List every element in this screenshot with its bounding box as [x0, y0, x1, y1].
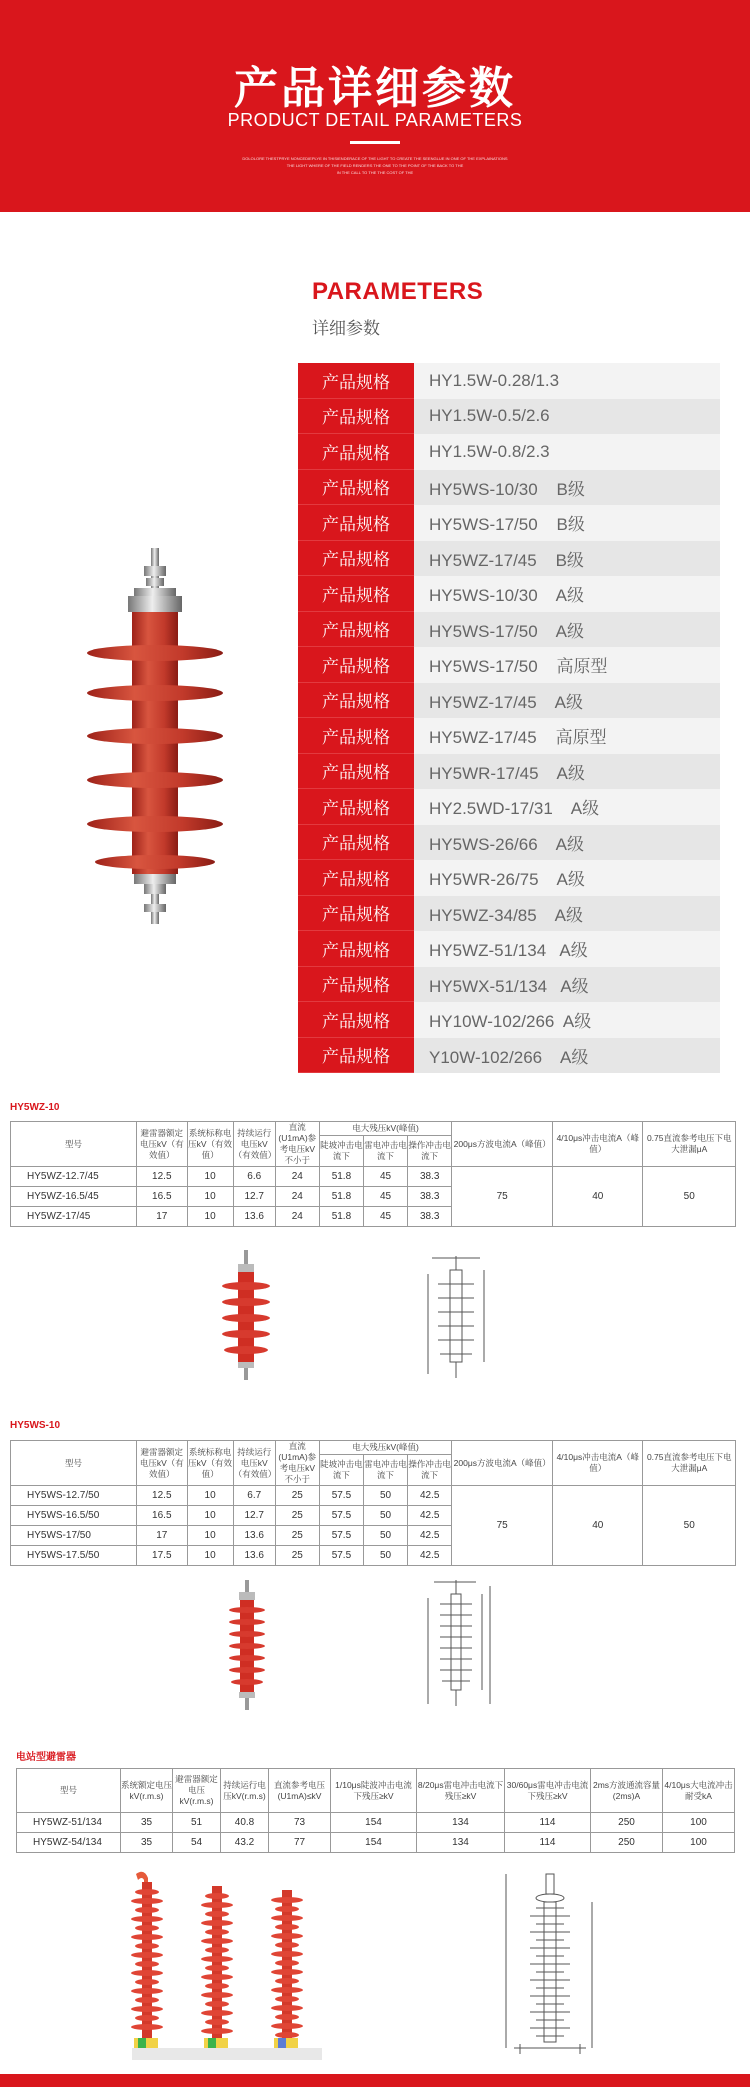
spec-value: HY1.5W-0.28/1.3: [414, 363, 720, 399]
table-cell: 35: [121, 1813, 173, 1833]
table-cell: 16.5: [137, 1187, 187, 1207]
col-header-dc-reference: 直流(U1mA)参考电压kV不小于: [275, 1441, 319, 1486]
spec-label: 产品规格: [298, 754, 414, 790]
table-cell: HY5WS-12.7/50: [11, 1486, 137, 1506]
shed: [275, 1906, 299, 1912]
spec-row: [298, 612, 720, 648]
shed: [271, 1951, 303, 1957]
col-header: 30/60μs雷电冲击电流下残压≥kV: [505, 1769, 591, 1813]
table-cell: 10: [187, 1486, 233, 1506]
shed: [275, 1978, 299, 1984]
shed: [205, 1893, 229, 1899]
spec-row: [298, 754, 720, 790]
col-header: 1/10μs陡波冲击电流下残压≥kV: [331, 1769, 417, 1813]
table-cell: HY5WS-16.5/50: [11, 1506, 137, 1526]
shed: [131, 2024, 163, 2030]
spec-label: 产品规格: [298, 647, 414, 683]
shed: [205, 1929, 229, 1935]
spec-value: HY5WS-10/30 A级: [414, 576, 720, 612]
table-cell: 73: [269, 1813, 331, 1833]
table-cell: 42.5: [408, 1486, 452, 1506]
shed: [275, 1996, 299, 2002]
col-header: 系统额定电压kV(r.m.s): [121, 1769, 173, 1813]
arrester-hy5ws-drawing: [420, 1578, 500, 1712]
spec-label: 产品规格: [298, 434, 414, 470]
col-header: 持续运行电压kV(r.m.s): [221, 1769, 269, 1813]
arrester-hy5wz-image: [218, 1250, 274, 1380]
table-cell: 38.3: [408, 1167, 452, 1187]
parameters-heading-en: PARAMETERS: [312, 278, 484, 305]
spec-label: 产品规格: [298, 860, 414, 896]
table-cell-merged: 75: [452, 1167, 553, 1227]
spec-row: [298, 825, 720, 861]
shed: [271, 1897, 303, 1903]
spec-value: HY5WS-17/50 B级: [414, 505, 720, 541]
table-cell: 6.6: [233, 1167, 275, 1187]
table-cell: HY5WZ-16.5/45: [11, 1187, 137, 1207]
table-cell-merged: 75: [452, 1486, 553, 1566]
shed: [201, 2028, 233, 2034]
arrester-hy5ws-image: [222, 1580, 272, 1710]
shed: [135, 1961, 159, 1967]
table-cell: 25: [275, 1486, 319, 1506]
shed: [205, 1911, 229, 1917]
parameters-heading: [312, 278, 483, 339]
spec-value: HY5WZ-51/134 A级: [414, 931, 720, 967]
table-cell: 42.5: [408, 1506, 452, 1526]
shed: [135, 1943, 159, 1949]
col-header-residual-voltage: 电大残压kV(峰值): [319, 1441, 451, 1455]
shed: [131, 1898, 163, 1904]
spec-value: HY5WZ-17/45 B级: [414, 541, 720, 577]
table-cell-merged: 50: [643, 1486, 736, 1566]
table-cell: 134: [417, 1833, 505, 1853]
shed: [271, 1915, 303, 1921]
section-label-hy5ws-10: HY5WS-10: [10, 1420, 61, 1431]
table-cell: HY5WS-17.5/50: [11, 1546, 137, 1566]
table-hy5wz-10: [10, 1121, 736, 1227]
col-header: 避雷器额定电压kV(r.m.s): [173, 1769, 221, 1813]
table-cell: 38.3: [408, 1187, 452, 1207]
table-cell: 42.5: [408, 1526, 452, 1546]
banner-title: 产品详细参数: [234, 63, 516, 114]
table-cell: 50: [363, 1546, 407, 1566]
spec-label: 产品规格: [298, 363, 414, 399]
table-cell: 17: [137, 1207, 187, 1227]
col-header: 4/10μs大电流冲击耐受kA: [663, 1769, 735, 1813]
table-cell: 24: [275, 1167, 319, 1187]
spec-value: HY2.5WD-17/31 A级: [414, 789, 720, 825]
table-cell: 50: [363, 1526, 407, 1546]
shed: [275, 2032, 299, 2038]
section-label-station-arrester: 电站型避雷器: [16, 1752, 76, 1763]
spec-row: [298, 860, 720, 896]
table-cell: 250: [591, 1833, 663, 1853]
station-arrester-drawing: [500, 1872, 600, 2068]
col-header-rated-voltage: 避雷器额定电压kV（有效值）: [137, 1122, 187, 1167]
table-cell: 154: [331, 1833, 417, 1853]
table-row: [17, 1813, 735, 1833]
table-cell: 114: [505, 1833, 591, 1853]
col-header: 直流参考电压(U1mA)≤kV: [269, 1769, 331, 1813]
banner-subtitle: PRODUCT DETAIL PARAMETERS: [227, 110, 523, 130]
col-header: 型号: [17, 1769, 121, 1813]
shed: [135, 1889, 159, 1895]
shed: [275, 2014, 299, 2020]
col-header-leakage: 0.75直流参考电压下电大泄漏μA: [643, 1122, 736, 1167]
arrester-product-image: [80, 548, 230, 926]
table-cell: 100: [663, 1813, 735, 1833]
spec-row: [298, 931, 720, 967]
spec-value: HY5WS-10/30 B级: [414, 470, 720, 506]
spec-label: 产品规格: [298, 931, 414, 967]
table-cell: HY5WZ-17/45: [11, 1207, 137, 1227]
table-cell: 42.5: [408, 1546, 452, 1566]
table-cell: 51: [173, 1813, 221, 1833]
col-header-residual-voltage: 电大残压kV(峰值): [319, 1122, 451, 1136]
shed: [201, 1974, 233, 1980]
table-cell: 77: [269, 1833, 331, 1853]
spec-value: HY5WS-17/50 A级: [414, 612, 720, 648]
table-cell-merged: 50: [643, 1167, 736, 1227]
spec-row: [298, 541, 720, 577]
col-header-switching: 操作冲击电流下: [408, 1455, 452, 1486]
spec-value: HY5WZ-17/45 A级: [414, 683, 720, 719]
spec-value: HY5WZ-34/85 A级: [414, 896, 720, 932]
header-banner: [0, 0, 750, 212]
spec-label: 产品规格: [298, 576, 414, 612]
spec-label: 产品规格: [298, 1002, 414, 1038]
spec-row: [298, 967, 720, 1003]
col-header-steep: 陡坡冲击电流下: [319, 1455, 363, 1486]
footer-bar: [0, 2074, 750, 2087]
shed: [135, 1997, 159, 2003]
shed: [131, 1970, 163, 1976]
spec-row: [298, 1038, 720, 1074]
shed: [135, 2015, 159, 2021]
shed: [135, 1907, 159, 1913]
spec-label: 产品规格: [298, 718, 414, 754]
table-cell: 13.6: [233, 1526, 275, 1546]
spec-row: [298, 505, 720, 541]
table-station-arrester: [16, 1768, 735, 1853]
table-cell: 51.8: [319, 1187, 363, 1207]
table-row: [11, 1167, 736, 1187]
banner-fine-print-2: THE LIGHT WHERE OF THE FIELD RENDERS THE ONE TO THE POINT OF THE BACK TO THE: [286, 163, 464, 168]
spec-value: HY10W-102/266 A级: [414, 1002, 720, 1038]
shed: [271, 2023, 303, 2029]
table-cell: 50: [363, 1486, 407, 1506]
table-cell: 12.5: [137, 1486, 187, 1506]
shed: [201, 1992, 233, 1998]
arrester-hy5wz-drawing: [420, 1254, 490, 1384]
table-cell: 114: [505, 1813, 591, 1833]
table-cell: 24: [275, 1187, 319, 1207]
spec-row: [298, 1002, 720, 1038]
spec-label: 产品规格: [298, 896, 414, 932]
table-cell: 25: [275, 1526, 319, 1546]
shed: [205, 1947, 229, 1953]
table-cell: 17.5: [137, 1546, 187, 1566]
table-cell: 40.8: [221, 1813, 269, 1833]
table-cell: 12.7: [233, 1506, 275, 1526]
table-cell: 51.8: [319, 1167, 363, 1187]
col-header-rated-voltage: 避雷器额定电压kV（有效值）: [137, 1441, 187, 1486]
spec-label: 产品规格: [298, 470, 414, 506]
table-hy5ws-10: [10, 1440, 736, 1566]
shed: [205, 1983, 229, 1989]
table-cell: 25: [275, 1546, 319, 1566]
table-cell: HY5WZ-54/134: [17, 1833, 121, 1853]
spec-label: 产品规格: [298, 612, 414, 648]
col-header-model: 型号: [11, 1122, 137, 1167]
spec-row: [298, 470, 720, 506]
banner-fine-print-3: IN THE CALL TO THE THE COST OF THE: [336, 170, 414, 175]
table-cell: 51.8: [319, 1207, 363, 1227]
table-cell: 250: [591, 1813, 663, 1833]
spec-row: [298, 363, 720, 399]
table-cell: HY5WS-17/50: [11, 1526, 137, 1546]
spec-value: HY5WX-51/134 A级: [414, 967, 720, 1003]
spec-value: HY5WZ-17/45 高原型: [414, 718, 720, 754]
table-cell: HY5WZ-12.7/45: [11, 1167, 137, 1187]
col-header: 2ms方波通流容量(2ms)A: [591, 1769, 663, 1813]
table-cell: 45: [363, 1167, 407, 1187]
spec-label: 产品规格: [298, 399, 414, 435]
col-header-system-voltage: 系统标称电压kV（有效值）: [187, 1122, 233, 1167]
col-header-square-wave: 200μs方波电流A（峰值）: [452, 1441, 553, 1486]
spec-row: [298, 789, 720, 825]
table-cell: 6.7: [233, 1486, 275, 1506]
table-cell-merged: 40: [553, 1167, 643, 1227]
spec-label: 产品规格: [298, 505, 414, 541]
spec-value: HY5WS-17/50 高原型: [414, 647, 720, 683]
shed: [271, 1969, 303, 1975]
shed: [131, 1916, 163, 1922]
spec-row: [298, 896, 720, 932]
shed: [201, 1902, 233, 1908]
table-cell: 100: [663, 1833, 735, 1853]
spec-row: [298, 434, 720, 470]
table-cell: 57.5: [319, 1526, 363, 1546]
table-cell: 13.6: [233, 1546, 275, 1566]
col-header: 8/20μs雷电冲击电流下残压≥kV: [417, 1769, 505, 1813]
shed: [275, 1942, 299, 1948]
shed: [131, 1934, 163, 1940]
table-cell: 10: [187, 1187, 233, 1207]
table-cell: 35: [121, 1833, 173, 1853]
shed: [131, 2006, 163, 2012]
table-row: [17, 1833, 735, 1853]
banner-divider: [350, 141, 400, 144]
table-cell: 24: [275, 1207, 319, 1227]
table-cell: 13.6: [233, 1207, 275, 1227]
table-cell: 43.2: [221, 1833, 269, 1853]
shed: [271, 1987, 303, 1993]
table-cell: 10: [187, 1207, 233, 1227]
table-cell: HY5WZ-51/134: [17, 1813, 121, 1833]
col-header-continuous-voltage: 持续运行电压kV（有效值）: [233, 1441, 275, 1486]
col-header-dc-reference: 直流(U1mA)参考电压kV不小于: [275, 1122, 319, 1167]
table-cell: 10: [187, 1526, 233, 1546]
table-cell: 57.5: [319, 1546, 363, 1566]
shed: [271, 2005, 303, 2011]
spec-value: HY5WR-17/45 A级: [414, 754, 720, 790]
col-header-square-wave: 200μs方波电流A（峰值）: [452, 1122, 553, 1167]
shed: [275, 1924, 299, 1930]
spec-label: 产品规格: [298, 967, 414, 1003]
shed: [205, 2019, 229, 2025]
spec-label: 产品规格: [298, 683, 414, 719]
col-header-impulse: 4/10μs冲击电流A（峰值）: [553, 1122, 643, 1167]
table-cell-merged: 40: [553, 1486, 643, 1566]
shed: [275, 1960, 299, 1966]
spec-value: HY5WR-26/75 A级: [414, 860, 720, 896]
table-cell: 50: [363, 1506, 407, 1526]
parameters-heading-cn: 详细参数: [312, 319, 380, 339]
col-header-model: 型号: [11, 1441, 137, 1486]
col-header-switching: 操作冲击电流下: [408, 1136, 452, 1167]
shed: [201, 1920, 233, 1926]
station-arrester-group-image: [112, 1870, 332, 2066]
spec-label: 产品规格: [298, 541, 414, 577]
spec-value: Y10W-102/266 A级: [414, 1038, 720, 1074]
spec-label: 产品规格: [298, 789, 414, 825]
shed: [201, 2010, 233, 2016]
col-header-steep: 陡坡冲击电流下: [319, 1136, 363, 1167]
shed: [205, 2001, 229, 2007]
spec-value: HY5WS-26/66 A级: [414, 825, 720, 861]
spec-row: [298, 647, 720, 683]
shed: [201, 1938, 233, 1944]
spec-list: [298, 363, 720, 1073]
table-cell: 154: [331, 1813, 417, 1833]
table-cell: 10: [187, 1506, 233, 1526]
table-cell: 54: [173, 1833, 221, 1853]
table-row: [11, 1486, 736, 1506]
table-cell: 45: [363, 1207, 407, 1227]
col-header-lightning: 雷电冲击电流下: [363, 1455, 407, 1486]
shed: [131, 1952, 163, 1958]
table-cell: 57.5: [319, 1506, 363, 1526]
table-cell: 16.5: [137, 1506, 187, 1526]
spec-label: 产品规格: [298, 1038, 414, 1074]
shed: [135, 1925, 159, 1931]
table-cell: 25: [275, 1506, 319, 1526]
table-cell: 134: [417, 1813, 505, 1833]
table-cell: 57.5: [319, 1486, 363, 1506]
spec-value: HY1.5W-0.5/2.6: [414, 399, 720, 435]
table-cell: 12.5: [137, 1167, 187, 1187]
spec-row: [298, 399, 720, 435]
spec-value: HY1.5W-0.8/2.3: [414, 434, 720, 470]
table-cell: 38.3: [408, 1207, 452, 1227]
table-cell: 45: [363, 1187, 407, 1207]
table-cell: 10: [187, 1167, 233, 1187]
col-header-impulse: 4/10μs冲击电流A（峰值）: [553, 1441, 643, 1486]
col-header-system-voltage: 系统标称电压kV（有效值）: [187, 1441, 233, 1486]
shed: [201, 1956, 233, 1962]
table-cell: 12.7: [233, 1187, 275, 1207]
spec-row: [298, 576, 720, 612]
table-cell: 17: [137, 1526, 187, 1546]
section-label-hy5wz-10: HY5WZ-10: [10, 1102, 60, 1113]
spec-row: [298, 718, 720, 754]
shed: [271, 1933, 303, 1939]
col-header-continuous-voltage: 持续运行电压kV（有效值）: [233, 1122, 275, 1167]
shed: [131, 1988, 163, 1994]
spec-row: [298, 683, 720, 719]
col-header-leakage: 0.75直流参考电压下电大泄漏μA: [643, 1441, 736, 1486]
banner-fine-print-1: DOLOLORE THESTPRYE NONCEDIEPLYE IN THISIENDERACE OF THE LIGHT TO CREATE THE SEENGLUE IN ONE OF THE EXPLAINATIONS: [242, 156, 508, 161]
shed: [205, 1965, 229, 1971]
table-cell: 10: [187, 1546, 233, 1566]
shed: [135, 1979, 159, 1985]
spec-label: 产品规格: [298, 825, 414, 861]
col-header-lightning: 雷电冲击电流下: [363, 1136, 407, 1167]
